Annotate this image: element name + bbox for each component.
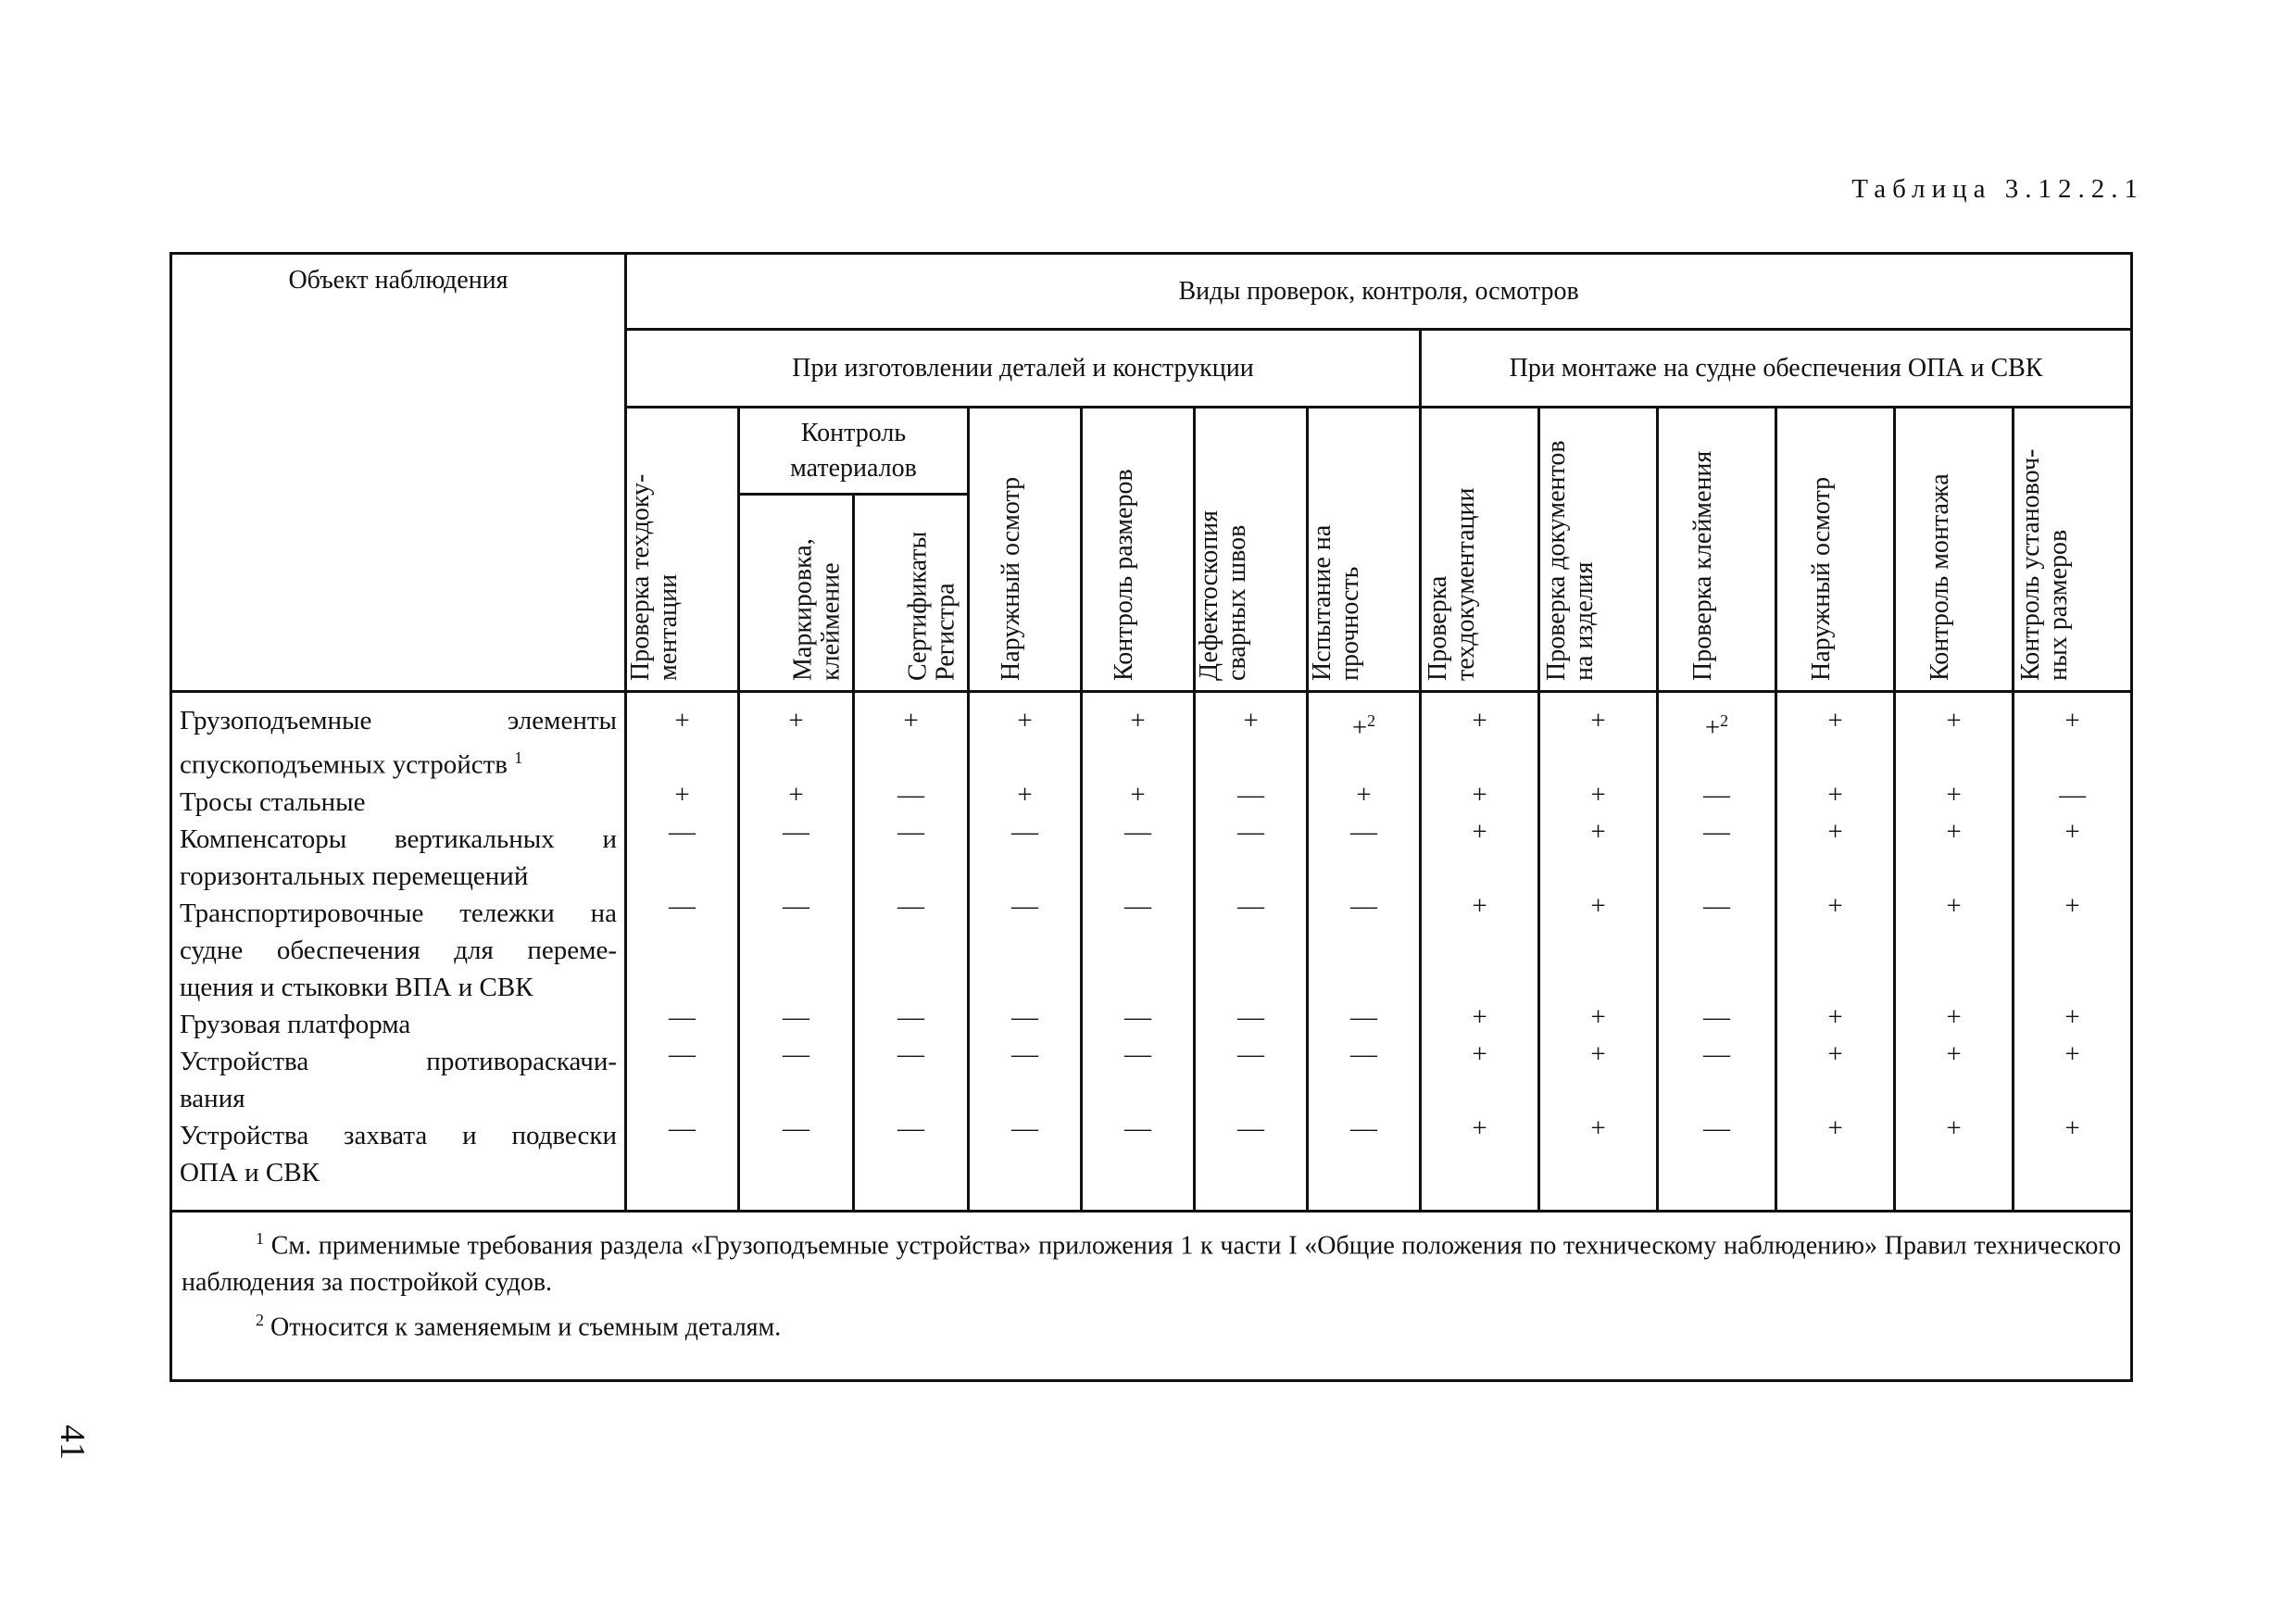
mark-cell: —: [1124, 817, 1151, 847]
mark-cell: +: [1946, 780, 1962, 810]
page-number: 41: [53, 1425, 92, 1460]
mark-cell: +: [1356, 780, 1372, 810]
object-name-line: щения и стыковки ВПА и СВК: [180, 972, 533, 1002]
mark-column: [1776, 692, 1895, 1212]
object-name-line: судне обеспечения для переме-: [180, 935, 617, 965]
footnote-mark: 2: [256, 1310, 264, 1329]
mark-cell: +: [1017, 780, 1033, 810]
mark-cell: +: [1946, 891, 1962, 921]
footnote-ref: 2: [1720, 711, 1729, 730]
mark-cell: —: [1011, 891, 1038, 921]
mark-cell: —: [1237, 1113, 1264, 1143]
col-label: Проверка клеймения: [1687, 450, 1717, 681]
mark-cell: +: [2064, 1039, 2080, 1069]
object-name-line: Тросы стальные: [180, 786, 366, 817]
mark-cell: +$^2$: [1351, 711, 1376, 743]
mark-cell: —: [1237, 891, 1264, 921]
mark-cell: +: [1472, 780, 1487, 810]
col-label: Контроль монтажа: [1925, 473, 1954, 681]
mark-cell: —: [1703, 891, 1730, 921]
header-group-manufacture: При изготовлении деталей и конструкции: [626, 330, 1421, 408]
mark-cell: +: [1946, 1002, 1962, 1032]
col-header: [2014, 408, 2132, 692]
mark-cell: +: [1827, 1002, 1843, 1032]
col-label: Дефектоскопия сварных швов: [1194, 509, 1251, 681]
mark-cell: —: [1703, 817, 1730, 847]
mark-cell: +: [1590, 1002, 1606, 1032]
mark-column: [1082, 692, 1195, 1212]
mark-column: [739, 692, 854, 1212]
inspection-table: [169, 252, 2133, 1382]
mark-cell: —: [783, 1039, 809, 1069]
mark-cell: —: [1237, 780, 1264, 810]
mark-cell: +: [1946, 706, 1962, 735]
mark-cell: +: [2064, 1002, 2080, 1032]
footnote-text: Относится к заменяемым и съемным деталям.: [264, 1313, 782, 1342]
mark-cell: —: [669, 1113, 696, 1143]
col-label: Наружный осмотр: [1806, 476, 1836, 681]
mark-cell: —: [897, 817, 924, 847]
col-header: [1895, 408, 2014, 692]
mark-column: [1658, 692, 1776, 1212]
object-name-line: ОПА и СВК: [180, 1157, 320, 1187]
mark-column: [1539, 692, 1658, 1212]
mark-cell: —: [783, 891, 809, 921]
mark-cell: +: [674, 780, 690, 810]
mark-cell: —: [1350, 817, 1377, 847]
mark-cell: +: [1130, 706, 1146, 735]
mark-cell: —: [1011, 1002, 1038, 1032]
mark-cell: +: [1827, 706, 1843, 735]
col-header: [1308, 408, 1421, 692]
mark-cell: +: [1472, 706, 1487, 735]
mark-column: [1195, 692, 1308, 1212]
mark-cell: +: [2064, 817, 2080, 847]
mark-cell: +: [1827, 817, 1843, 847]
col-label: Проверка техдокументации: [1423, 487, 1480, 681]
mark-cell: +: [1472, 1039, 1487, 1069]
object-name-line: Грузовая платформа: [180, 1009, 411, 1039]
footnotes: [171, 1211, 2132, 1381]
mark-cell: —: [897, 1113, 924, 1143]
mark-column: [1895, 692, 2014, 1212]
object-name-line: Устройства противораскачи-: [180, 1046, 617, 1076]
footnote-text: См. применимые требования раздела «Грузоподъемные устройства» приложения 1 к части I «Общие положения по техническому наблюдению» Правил технического наблюдения за постройкой судов.: [182, 1230, 2122, 1297]
mark-cell: +: [1472, 1002, 1487, 1032]
footnote-ref: 1: [514, 748, 523, 767]
col-label: Маркировка, клеймение: [788, 538, 845, 681]
col-header: [854, 495, 969, 692]
object-name-line: горизонтальных перемещений: [180, 861, 529, 891]
mark-cell: —: [1124, 1113, 1151, 1143]
col-header: [1082, 408, 1195, 692]
mark-cell: +: [1590, 891, 1606, 921]
col-header: [1539, 408, 1658, 692]
mark-cell: +: [1946, 1039, 1962, 1069]
mark-cell: +: [1946, 1113, 1962, 1143]
mark-cell: +: [1827, 1113, 1843, 1143]
mark-cell: +: [1590, 1039, 1606, 1069]
mark-cell: —: [669, 1039, 696, 1069]
mark-cell: +: [1827, 891, 1843, 921]
mark-cell: —: [1350, 891, 1377, 921]
mark-cell: —: [897, 891, 924, 921]
mark-cell: +: [903, 706, 919, 735]
mark-cell: +: [788, 780, 804, 810]
header-types: Виды проверок, контроля, осмотров: [626, 254, 2132, 330]
col-label: Проверка документов на изделия: [1541, 440, 1599, 681]
col-label: Наружный осмотр: [996, 476, 1025, 681]
mark-cell: +: [1590, 706, 1606, 735]
mark-cell: +: [788, 706, 804, 735]
object-names: [171, 692, 626, 1212]
mark-cell: —: [897, 1002, 924, 1032]
mark-cell: —: [669, 891, 696, 921]
mark-column: [969, 692, 1082, 1212]
col-header: [969, 408, 1082, 692]
mark-cell: —: [1011, 1113, 1038, 1143]
col-label: Испытание на прочность: [1307, 524, 1364, 681]
mark-cell: —: [897, 1039, 924, 1069]
object-name-line: Грузоподъемные элементы: [180, 706, 617, 735]
mark-cell: +: [1590, 817, 1606, 847]
col-label: Контроль установоч-ных размеров: [2015, 448, 2073, 681]
mark-cell: +: [2064, 706, 2080, 735]
mark-cell: +: [1946, 817, 1962, 847]
mark-cell: —: [1237, 1002, 1264, 1032]
col-header: [1776, 408, 1895, 692]
mark-column: [626, 692, 739, 1212]
col-label: Сертификаты Регистра: [903, 531, 960, 681]
footnote-ref: 2: [1367, 711, 1376, 730]
col-header: [1421, 408, 1539, 692]
object-name-line: Транспортировочные тележки на: [180, 898, 617, 928]
mark-column: [1308, 692, 1421, 1212]
table-body: [171, 692, 2132, 1212]
header-materials-control: Контроль материалов: [739, 408, 969, 495]
col-header: [1195, 408, 1308, 692]
mark-cell: —: [1011, 1039, 1038, 1069]
mark-cell: +$^2$: [1704, 711, 1729, 743]
mark-cell: —: [783, 817, 809, 847]
mark-cell: —: [1237, 1039, 1264, 1069]
footnote-mark: 1: [256, 1228, 264, 1248]
col-header: [739, 495, 854, 692]
mark-cell: —: [1703, 1039, 1730, 1069]
mark-cell: +: [1243, 706, 1259, 735]
mark-cell: +: [1017, 706, 1033, 735]
object-name-line: Компенсаторы вертикальных и: [180, 823, 617, 854]
mark-cell: —: [1703, 1002, 1730, 1032]
header-group-installation: При монтаже на судне обеспечения ОПА и СВК: [1421, 330, 2132, 408]
mark-cell: —: [1350, 1113, 1377, 1143]
mark-cell: —: [1237, 817, 1264, 847]
mark-cell: +: [1472, 891, 1487, 921]
mark-cell: +: [1827, 780, 1843, 810]
mark-cell: —: [1703, 1113, 1730, 1143]
object-name-line: вания: [180, 1083, 245, 1113]
mark-cell: —: [1350, 1002, 1377, 1032]
mark-cell: —: [1124, 1002, 1151, 1032]
mark-cell: +: [1472, 817, 1487, 847]
mark-cell: —: [897, 780, 924, 810]
mark-cell: —: [1011, 817, 1038, 847]
col-label: Контроль размеров: [1109, 469, 1138, 681]
mark-column: [2014, 692, 2132, 1212]
col-header: [1658, 408, 1776, 692]
mark-cell: —: [669, 1002, 696, 1032]
footnote: [182, 1220, 2121, 1301]
object-name-line: спускоподъемных устройств $^1$: [180, 748, 523, 780]
mark-cell: —: [1703, 780, 1730, 810]
mark-cell: +: [1590, 1113, 1606, 1143]
header-object: Объект наблюдения: [171, 254, 626, 692]
mark-cell: +: [1130, 780, 1146, 810]
mark-cell: +: [2064, 1113, 2080, 1143]
table-title: Таблица 3.12.2.1: [1851, 174, 2144, 204]
mark-cell: —: [2059, 780, 2087, 810]
mark-cell: +: [1590, 780, 1606, 810]
mark-cell: —: [783, 1002, 809, 1032]
mark-cell: +: [1827, 1039, 1843, 1069]
mark-cell: +: [674, 706, 690, 735]
col-label: Проверка техдоку-ментации: [625, 473, 683, 681]
mark-cell: +: [2064, 891, 2080, 921]
mark-cell: —: [1124, 891, 1151, 921]
mark-cell: —: [669, 817, 696, 847]
mark-column: [854, 692, 969, 1212]
mark-cell: +: [1472, 1113, 1487, 1143]
mark-cell: —: [1124, 1039, 1151, 1069]
mark-column: [1421, 692, 1539, 1212]
mark-cell: —: [1350, 1039, 1377, 1069]
footnote: [182, 1301, 2121, 1346]
col-header: [626, 408, 739, 692]
object-name-line: Устройства захвата и подвески: [180, 1120, 617, 1150]
mark-cell: —: [783, 1113, 809, 1143]
